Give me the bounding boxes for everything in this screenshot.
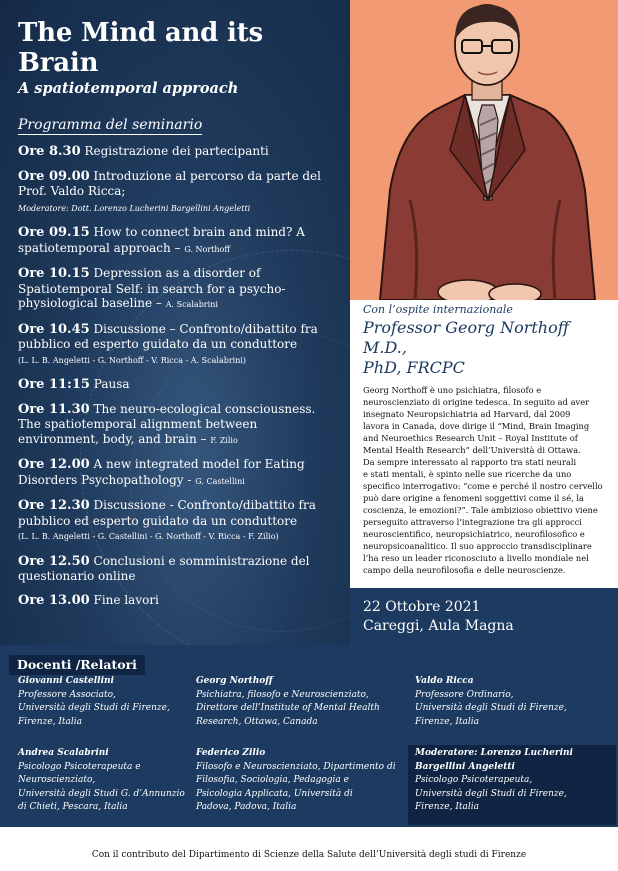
programme-panel xyxy=(0,0,350,645)
speaker-name: Georg Northoff xyxy=(196,676,273,686)
speakers-section xyxy=(0,645,618,827)
speaker-role: Direttore dell’Institute of Mental Health xyxy=(196,703,380,713)
schedule-speaker: F. Zilio xyxy=(210,435,238,445)
speaker-card xyxy=(18,747,193,815)
schedule-moderator: Moderatore: Dott. Lorenzo Lucherini Bargellini Angeletti xyxy=(18,203,251,213)
bio-line: lavora in Canada, dove dirige il “Mind, Brain Imaging xyxy=(363,421,590,431)
schedule-item xyxy=(18,225,340,257)
moderator-card xyxy=(415,747,610,815)
speaker-name: Valdo Ricca xyxy=(415,676,474,686)
schedule-item xyxy=(18,169,340,217)
schedule-speaker: G. Northoff xyxy=(184,244,231,254)
speaker-role: Firenze, Italia xyxy=(18,716,82,727)
schedule-text: Discussione – Confronto/dibattito fra pubblico ed esperto guidato da un conduttore xyxy=(18,321,318,351)
schedule-speaker: G. Castellini xyxy=(195,476,245,486)
speaker-role: Padova, Padova, Italia xyxy=(196,802,297,812)
schedule-text: Conclusioni e somministrazione del questionario online xyxy=(18,553,310,583)
event-info xyxy=(350,588,618,645)
schedule-text: Introduzione al percorso da parte del Prof. Valdo Ricca; xyxy=(18,168,321,198)
schedule-item xyxy=(18,554,340,584)
schedule-text: Registrazione dei partecipanti xyxy=(84,144,269,158)
schedule-time: Ore 09.15 xyxy=(18,225,90,240)
speaker-role: Psicologo Psicoterapeuta, xyxy=(415,775,533,785)
speaker-role: Firenze, Italia xyxy=(415,802,479,812)
schedule-text: Pausa xyxy=(93,377,130,391)
bio-line: neuroscienziato di origine tedesca. In seguito ad aver xyxy=(363,397,590,407)
moderator-name: Moderatore: Lorenzo Lucherini Bargellini Angeletti xyxy=(415,748,573,772)
speaker-name: Federico Zilio xyxy=(196,748,266,758)
bio-line: neuroscientifico, neuropsichiatrico, neurofilosofico e xyxy=(363,529,585,539)
schedule-time: Ore 10.15 xyxy=(18,266,90,281)
speaker-role: Professore Ordinario, xyxy=(415,689,514,700)
speaker-role: Psichiatra, filosofo e Neuroscienziato, xyxy=(196,689,369,700)
speaker-role: Filosofo e Neuroscienziato, Dipartimento di xyxy=(196,761,396,772)
speaker-role: Psicologo Psicoterapeuta e xyxy=(18,761,141,772)
schedule-speaker: A. Scalabrini xyxy=(165,300,218,309)
footer-credit: Con il contributo del Dipartimento di Scienze della Salute dell’Università degli studi di Firenze xyxy=(91,850,527,860)
footer xyxy=(0,827,618,871)
guest-section xyxy=(350,300,618,588)
speaker-role: Filosofia, Sociologia, Pedagogia e xyxy=(196,775,349,785)
bio-line: and Neuroethics Research Unit – Royal Institute of xyxy=(363,433,578,443)
speaker-card xyxy=(18,675,193,729)
bio-line: Mental Health Research” dell’Università di Ottawa. xyxy=(363,445,581,455)
page-title: The Mind and its Brain xyxy=(18,18,263,78)
guest-label: Con l’ospite internazionale xyxy=(363,303,513,316)
schedule-text: A new integrated model for Eating Disorders Psychopathology - xyxy=(18,457,305,487)
schedule-item xyxy=(18,498,340,545)
schedule-time: Ore 12.50 xyxy=(18,553,90,569)
schedule-time: Ore 12.30 xyxy=(18,498,90,513)
schedule-text: The neuro-ecological consciousness. The spatiotemporal alignment between environment, body, and brain – xyxy=(18,401,316,446)
bio-line: può dare origine a fenomeni soggettivi come il sé, la xyxy=(363,493,584,503)
schedule-participants: (L. L. B. Angeletti - G. Castellini - G. Northoff - V. Ricca - F. Zilio) xyxy=(18,532,279,541)
event-date: 22 Ottobre 2021 xyxy=(363,599,481,615)
schedule-time: Ore 11:15 xyxy=(18,377,90,392)
speaker-card xyxy=(196,747,406,815)
schedule-time: Ore 10.45 xyxy=(18,321,90,337)
schedule-time: Ore 13.00 xyxy=(18,592,90,608)
schedule-item xyxy=(18,377,340,393)
schedule-item xyxy=(18,144,340,160)
speaker-card xyxy=(415,675,610,729)
speaker-role: Psicologia Applicata, Università di xyxy=(196,788,353,799)
event-venue: Careggi, Aula Magna xyxy=(363,618,514,634)
speaker-role: Professore Associato, xyxy=(18,689,116,700)
schedule-item xyxy=(18,457,340,489)
schedule-list xyxy=(18,144,340,608)
speaker-role: Research, Ottawa, Canada xyxy=(196,716,318,727)
programme-heading: Programma del seminario xyxy=(18,117,203,133)
bio-line: Georg Northoff è uno psichiatra, filosofo e xyxy=(363,385,542,395)
speaker-role: Firenze, Italia xyxy=(415,716,479,727)
schedule-participants: (L. L. B. Angeletti - G. Northoff - V. Ricca - A. Scalabrini) xyxy=(18,355,247,365)
schedule-text: Discussione - Confronto/dibattito fra pubblico ed esperto guidato da un conduttore xyxy=(18,498,316,528)
bio-line: Da sempre interessato al rapporto tra stati neurali xyxy=(363,457,577,467)
schedule-item xyxy=(18,322,340,369)
schedule-text: Fine lavori xyxy=(93,592,159,607)
guest-name-line: Professor Georg Northoff M.D., xyxy=(363,318,570,357)
guest-name xyxy=(363,318,606,378)
speaker-role: Università degli Studi di Firenze, xyxy=(415,788,567,799)
schedule-time: Ore 12.00 xyxy=(18,457,90,472)
guest-name-line: PhD, FRCPC xyxy=(363,358,465,377)
bio-line: insegnato Neuropsichiatria ad Harvard, dal 2009 xyxy=(363,409,571,419)
schedule-item xyxy=(18,402,340,449)
speaker-name: Giovanni Castellini xyxy=(18,676,114,686)
schedule-item xyxy=(18,593,340,609)
bio-line: coscienza, le emozioni?”. Tale ambizioso obiettivo viene xyxy=(363,505,598,515)
professor-portrait xyxy=(350,0,618,300)
schedule-time: Ore 09.00 xyxy=(18,168,90,184)
speaker-role: Neuroscienziato, xyxy=(18,775,96,785)
professor-portrait-illustration xyxy=(350,0,618,300)
schedule-text: Depression as a disorder of Spatiotemporal Self: in search for a psycho-physiological baseline – xyxy=(18,266,286,310)
bio-line: perseguito attraverso l’integrazione tra gli approcci xyxy=(363,517,582,527)
speaker-role: Università degli Studi G. d’Annunzio xyxy=(18,788,185,799)
bio-line: specifico interrogativo: “come e perché il nostro cervello xyxy=(363,481,603,491)
speakers-heading: Docenti /Relatori xyxy=(9,655,145,675)
schedule-time: Ore 11.30 xyxy=(18,401,90,417)
bio-line: neuropsicoanalitico. Il suo approccio transdisciplinare xyxy=(363,541,592,551)
speaker-role: di Chieti, Pescara, Italia xyxy=(18,802,128,812)
bio-line: e stati mentali, è spinto nelle sue ricerche da uno xyxy=(363,469,572,479)
schedule-text: How to connect brain and mind? A spatiotemporal approach – xyxy=(18,225,305,255)
schedule-item xyxy=(18,266,340,313)
schedule-time: Ore 8.30 xyxy=(18,144,81,159)
guest-bio xyxy=(363,384,606,576)
speaker-role: Università degli Studi di Firenze, xyxy=(415,703,567,713)
bio-line: campo della neurofilosofia e delle neuroscienze. xyxy=(363,565,566,575)
bio-line: l’ha reso un leader riconosciuto a livello mondiale nel xyxy=(363,553,589,563)
speaker-role: Università degli Studi di Firenze, xyxy=(18,703,170,713)
page-subtitle: A spatiotemporal approach xyxy=(18,80,239,97)
speaker-card xyxy=(196,675,406,729)
speaker-name: Andrea Scalabrini xyxy=(18,748,109,758)
